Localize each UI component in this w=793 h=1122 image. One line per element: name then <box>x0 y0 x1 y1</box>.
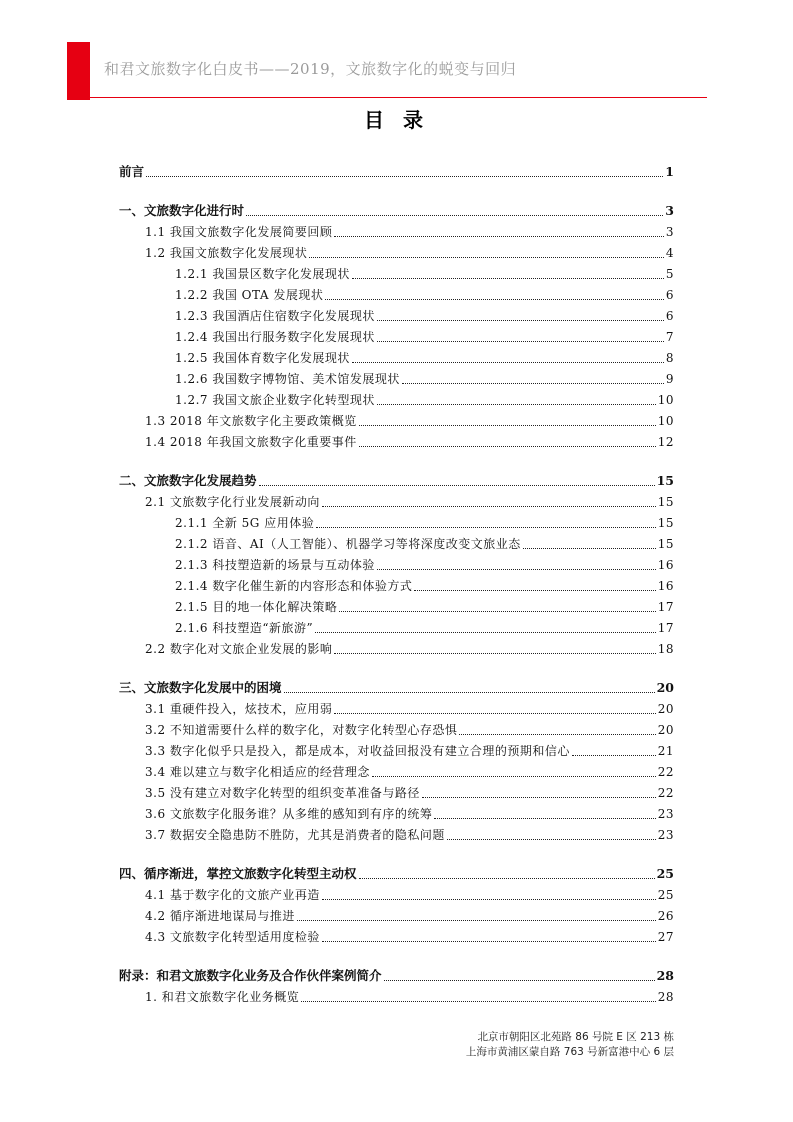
toc-page-number: 23 <box>657 828 674 842</box>
toc-entry-title: 1.2 我国文旅数字化发展现状 <box>145 246 308 260</box>
toc-section-entry[interactable] <box>119 881 674 902</box>
toc-section-entry[interactable] <box>119 614 674 635</box>
toc-entry-title: 四、循序渐进，掌控文旅数字化转型主动权 <box>119 866 357 881</box>
toc-leader-dots <box>447 839 656 840</box>
toc-entry-title: 3.5 没有建立对数字化转型的组织变革准备与路径 <box>145 786 420 800</box>
toc-entry-title: 3.1 重硬件投入，炫技术，应用弱 <box>145 702 333 716</box>
toc-entry-title: 2.1.2 语音、AI（人工智能）、机器学习等将深度改变文旅业态 <box>175 537 521 551</box>
footer-address <box>466 1030 674 1060</box>
toc-entry-title: 2.1.4 数字化催生新的内容形态和体验方式 <box>175 579 413 593</box>
toc-leader-dots <box>325 299 664 300</box>
toc-entry-title: 3.6 文旅数字化服务谁？从多维的感知到有序的统筹 <box>145 807 433 821</box>
toc-leader-dots <box>359 425 656 426</box>
footer-address-beijing: 北京市朝阳区北苑路 86 号院 E 区 213 栋 <box>477 1031 674 1043</box>
toc-page-number: 25 <box>657 888 674 902</box>
toc-entry-title: 1.2.5 我国体育数字化发展现状 <box>175 351 350 365</box>
toc-entry-title: 1.2.2 我国 OTA 发展现状 <box>175 288 324 302</box>
toc-page-number: 16 <box>657 579 674 593</box>
toc-leader-dots <box>284 692 655 693</box>
toc-page-number: 28 <box>657 990 674 1004</box>
toc-section-entry[interactable] <box>119 758 674 779</box>
toc-entry-title: 4.3 文旅数字化转型适用度检验 <box>145 930 320 944</box>
toc-page-number: 15 <box>656 473 674 488</box>
toc-page-number: 15 <box>657 516 674 530</box>
toc-entry-title: 1.1 我国文旅数字化发展简要回顾 <box>145 225 333 239</box>
toc-page-number: 5 <box>665 267 674 281</box>
toc-section-entry[interactable] <box>119 365 674 386</box>
toc-chapter-entry[interactable] <box>119 467 674 488</box>
toc-entry-title: 1.2.7 我国文旅企业数字化转型现状 <box>175 393 375 407</box>
toc-page-number: 10 <box>657 414 674 428</box>
toc-leader-dots <box>334 653 655 654</box>
toc-entry-title: 1.4 2018 年我国文旅数字化重要事件 <box>145 435 357 449</box>
toc-leader-dots <box>372 776 656 777</box>
toc-chapter-entry[interactable] <box>119 158 674 179</box>
toc-leader-dots <box>459 734 655 735</box>
toc-entry-title: 3.2 不知道需要什么样的数字化，对数字化转型心存恐惧 <box>145 723 458 737</box>
toc-page-number: 21 <box>657 744 674 758</box>
toc-page-number: 8 <box>665 351 674 365</box>
toc-leader-dots <box>322 506 656 507</box>
toc-leader-dots <box>322 899 656 900</box>
toc-page-number: 20 <box>657 702 674 716</box>
header-accent-bar <box>67 42 90 100</box>
toc-section-entry[interactable] <box>119 509 674 530</box>
toc-page-number: 1 <box>665 164 674 179</box>
toc-entry-title: 附录：和君文旅数字化业务及合作伙伴案例简介 <box>119 968 382 983</box>
toc-chapter-entry[interactable] <box>119 860 674 881</box>
toc-page-number: 25 <box>656 866 674 881</box>
toc-section-entry[interactable] <box>119 344 674 365</box>
toc-leader-dots <box>322 941 656 942</box>
toc-entry-title: 二、文旅数字化发展趋势 <box>119 473 257 488</box>
toc-leader-dots <box>352 362 664 363</box>
toc-leader-dots <box>297 920 656 921</box>
toc-section-entry[interactable] <box>119 635 674 656</box>
toc-page-number: 27 <box>657 930 674 944</box>
toc-entry-title: 1. 和君文旅数字化业务概览 <box>145 990 300 1004</box>
toc-entry-title: 2.1.1 全新 5G 应用体验 <box>175 516 315 530</box>
toc-leader-dots <box>384 980 655 981</box>
toc-section-entry[interactable] <box>119 323 674 344</box>
toc-page-number: 12 <box>657 435 674 449</box>
toc-entry-title: 3.4 难以建立与数字化相适应的经营理念 <box>145 765 370 779</box>
toc-leader-dots <box>434 818 655 819</box>
header-title: 和君文旅数字化白皮书——2019，文旅数字化的蜕变与回归 <box>104 60 517 78</box>
toc-leader-dots <box>259 485 655 486</box>
header-divider <box>67 97 707 98</box>
toc-leader-dots <box>377 320 664 321</box>
toc-section-entry[interactable] <box>119 983 674 1004</box>
toc-entry-title: 1.3 2018 年文旅数字化主要政策概览 <box>145 414 357 428</box>
toc-page-number: 10 <box>657 393 674 407</box>
toc-section-entry[interactable] <box>119 923 674 944</box>
toc-section-entry[interactable] <box>119 716 674 737</box>
toc-leader-dots <box>339 611 655 612</box>
toc-chapter-entry[interactable] <box>119 674 674 695</box>
toc-leader-dots <box>422 797 656 798</box>
toc-page-number: 6 <box>665 288 674 302</box>
toc-section-entry[interactable] <box>119 218 674 239</box>
toc-entry-title: 1.2.1 我国景区数字化发展现状 <box>175 267 350 281</box>
toc-entry-title: 一、文旅数字化进行时 <box>119 203 245 218</box>
toc-entry-title: 3.7 数据安全隐患防不胜防，尤其是消费者的隐私问题 <box>145 828 445 842</box>
toc-leader-dots <box>402 383 664 384</box>
toc-section-entry[interactable] <box>119 302 674 323</box>
toc-leader-dots <box>572 755 656 756</box>
toc-entry-title: 1.2.3 我国酒店住宿数字化发展现状 <box>175 309 375 323</box>
footer-address-shanghai: 上海市黄浦区蒙自路 763 号新富港中心 6 层 <box>465 1046 674 1058</box>
toc-page-number: 17 <box>657 600 674 614</box>
toc-page-number: 17 <box>657 621 674 635</box>
toc-chapter-entry[interactable] <box>119 197 674 218</box>
toc-leader-dots <box>246 215 663 216</box>
toc-entry-title: 2.2 数字化对文旅企业发展的影响 <box>145 642 333 656</box>
toc-section-entry[interactable] <box>119 695 674 716</box>
table-of-contents <box>119 158 674 1004</box>
toc-section-entry[interactable] <box>119 800 674 821</box>
toc-section-entry[interactable] <box>119 386 674 407</box>
toc-page-number: 16 <box>657 558 674 572</box>
toc-section-entry[interactable] <box>119 737 674 758</box>
toc-page-number: 3 <box>665 225 674 239</box>
toc-page-number: 15 <box>657 495 674 509</box>
toc-leader-dots <box>334 713 655 714</box>
toc-leader-dots <box>315 632 656 633</box>
toc-section-entry[interactable] <box>119 530 674 551</box>
toc-leader-dots <box>309 257 663 258</box>
toc-page-number: 22 <box>657 786 674 800</box>
toc-entry-title: 1.2.6 我国数字博物馆、美术馆发展现状 <box>175 372 400 386</box>
toc-leader-dots <box>377 341 664 342</box>
toc-entry-title: 2.1.6 科技塑造“新旅游” <box>175 621 314 635</box>
toc-section-entry[interactable] <box>119 779 674 800</box>
toc-section-entry[interactable] <box>119 902 674 923</box>
toc-leader-dots <box>414 590 655 591</box>
toc-leader-dots <box>316 527 656 528</box>
toc-page-number: 20 <box>657 723 674 737</box>
toc-section-entry[interactable] <box>119 260 674 281</box>
toc-page-number: 20 <box>656 680 674 695</box>
toc-entry-title: 2.1.5 目的地一体化解决策略 <box>175 600 338 614</box>
toc-leader-dots <box>359 878 655 879</box>
toc-leader-dots <box>377 404 656 405</box>
toc-section-entry[interactable] <box>119 488 674 509</box>
toc-page-number: 3 <box>665 203 674 218</box>
toc-section-entry[interactable] <box>119 281 674 302</box>
toc-leader-dots <box>334 236 663 237</box>
toc-entry-title: 前言 <box>119 164 145 179</box>
toc-leader-dots <box>301 1001 655 1002</box>
toc-page-number: 7 <box>665 330 674 344</box>
toc-leader-dots <box>523 548 656 549</box>
toc-page-number: 26 <box>657 909 674 923</box>
toc-entry-title: 1.2.4 我国出行服务数字化发展现状 <box>175 330 375 344</box>
toc-entry-title: 2.1.3 科技塑造新的场景与互动体验 <box>175 558 375 572</box>
toc-leader-dots <box>359 446 656 447</box>
toc-page-number: 4 <box>665 246 674 260</box>
toc-page-number: 22 <box>657 765 674 779</box>
toc-section-entry[interactable] <box>119 572 674 593</box>
toc-section-entry[interactable] <box>119 593 674 614</box>
toc-page-number: 18 <box>657 642 674 656</box>
toc-leader-dots <box>352 278 664 279</box>
toc-page-number: 9 <box>665 372 674 386</box>
toc-page-number: 28 <box>656 968 674 983</box>
toc-entry-title: 3.3 数字化似乎只是投入，都是成本，对收益回报没有建立合理的预期和信心 <box>145 744 570 758</box>
toc-entry-title: 2.1 文旅数字化行业发展新动向 <box>145 495 320 509</box>
toc-section-entry[interactable] <box>119 428 674 449</box>
toc-section-entry[interactable] <box>119 821 674 842</box>
toc-section-entry[interactable] <box>119 407 674 428</box>
toc-entry-title: 4.2 循序渐进地谋局与推进 <box>145 909 295 923</box>
toc-leader-dots <box>146 176 663 177</box>
toc-section-entry[interactable] <box>119 239 674 260</box>
toc-page-number: 15 <box>657 537 674 551</box>
toc-title: 目 录 <box>364 108 429 132</box>
toc-chapter-entry[interactable] <box>119 962 674 983</box>
toc-leader-dots <box>377 569 656 570</box>
toc-section-entry[interactable] <box>119 551 674 572</box>
toc-entry-title: 4.1 基于数字化的文旅产业再造 <box>145 888 320 902</box>
toc-page-number: 6 <box>665 309 674 323</box>
toc-entry-title: 三、文旅数字化发展中的困境 <box>119 680 282 695</box>
toc-page-number: 23 <box>657 807 674 821</box>
